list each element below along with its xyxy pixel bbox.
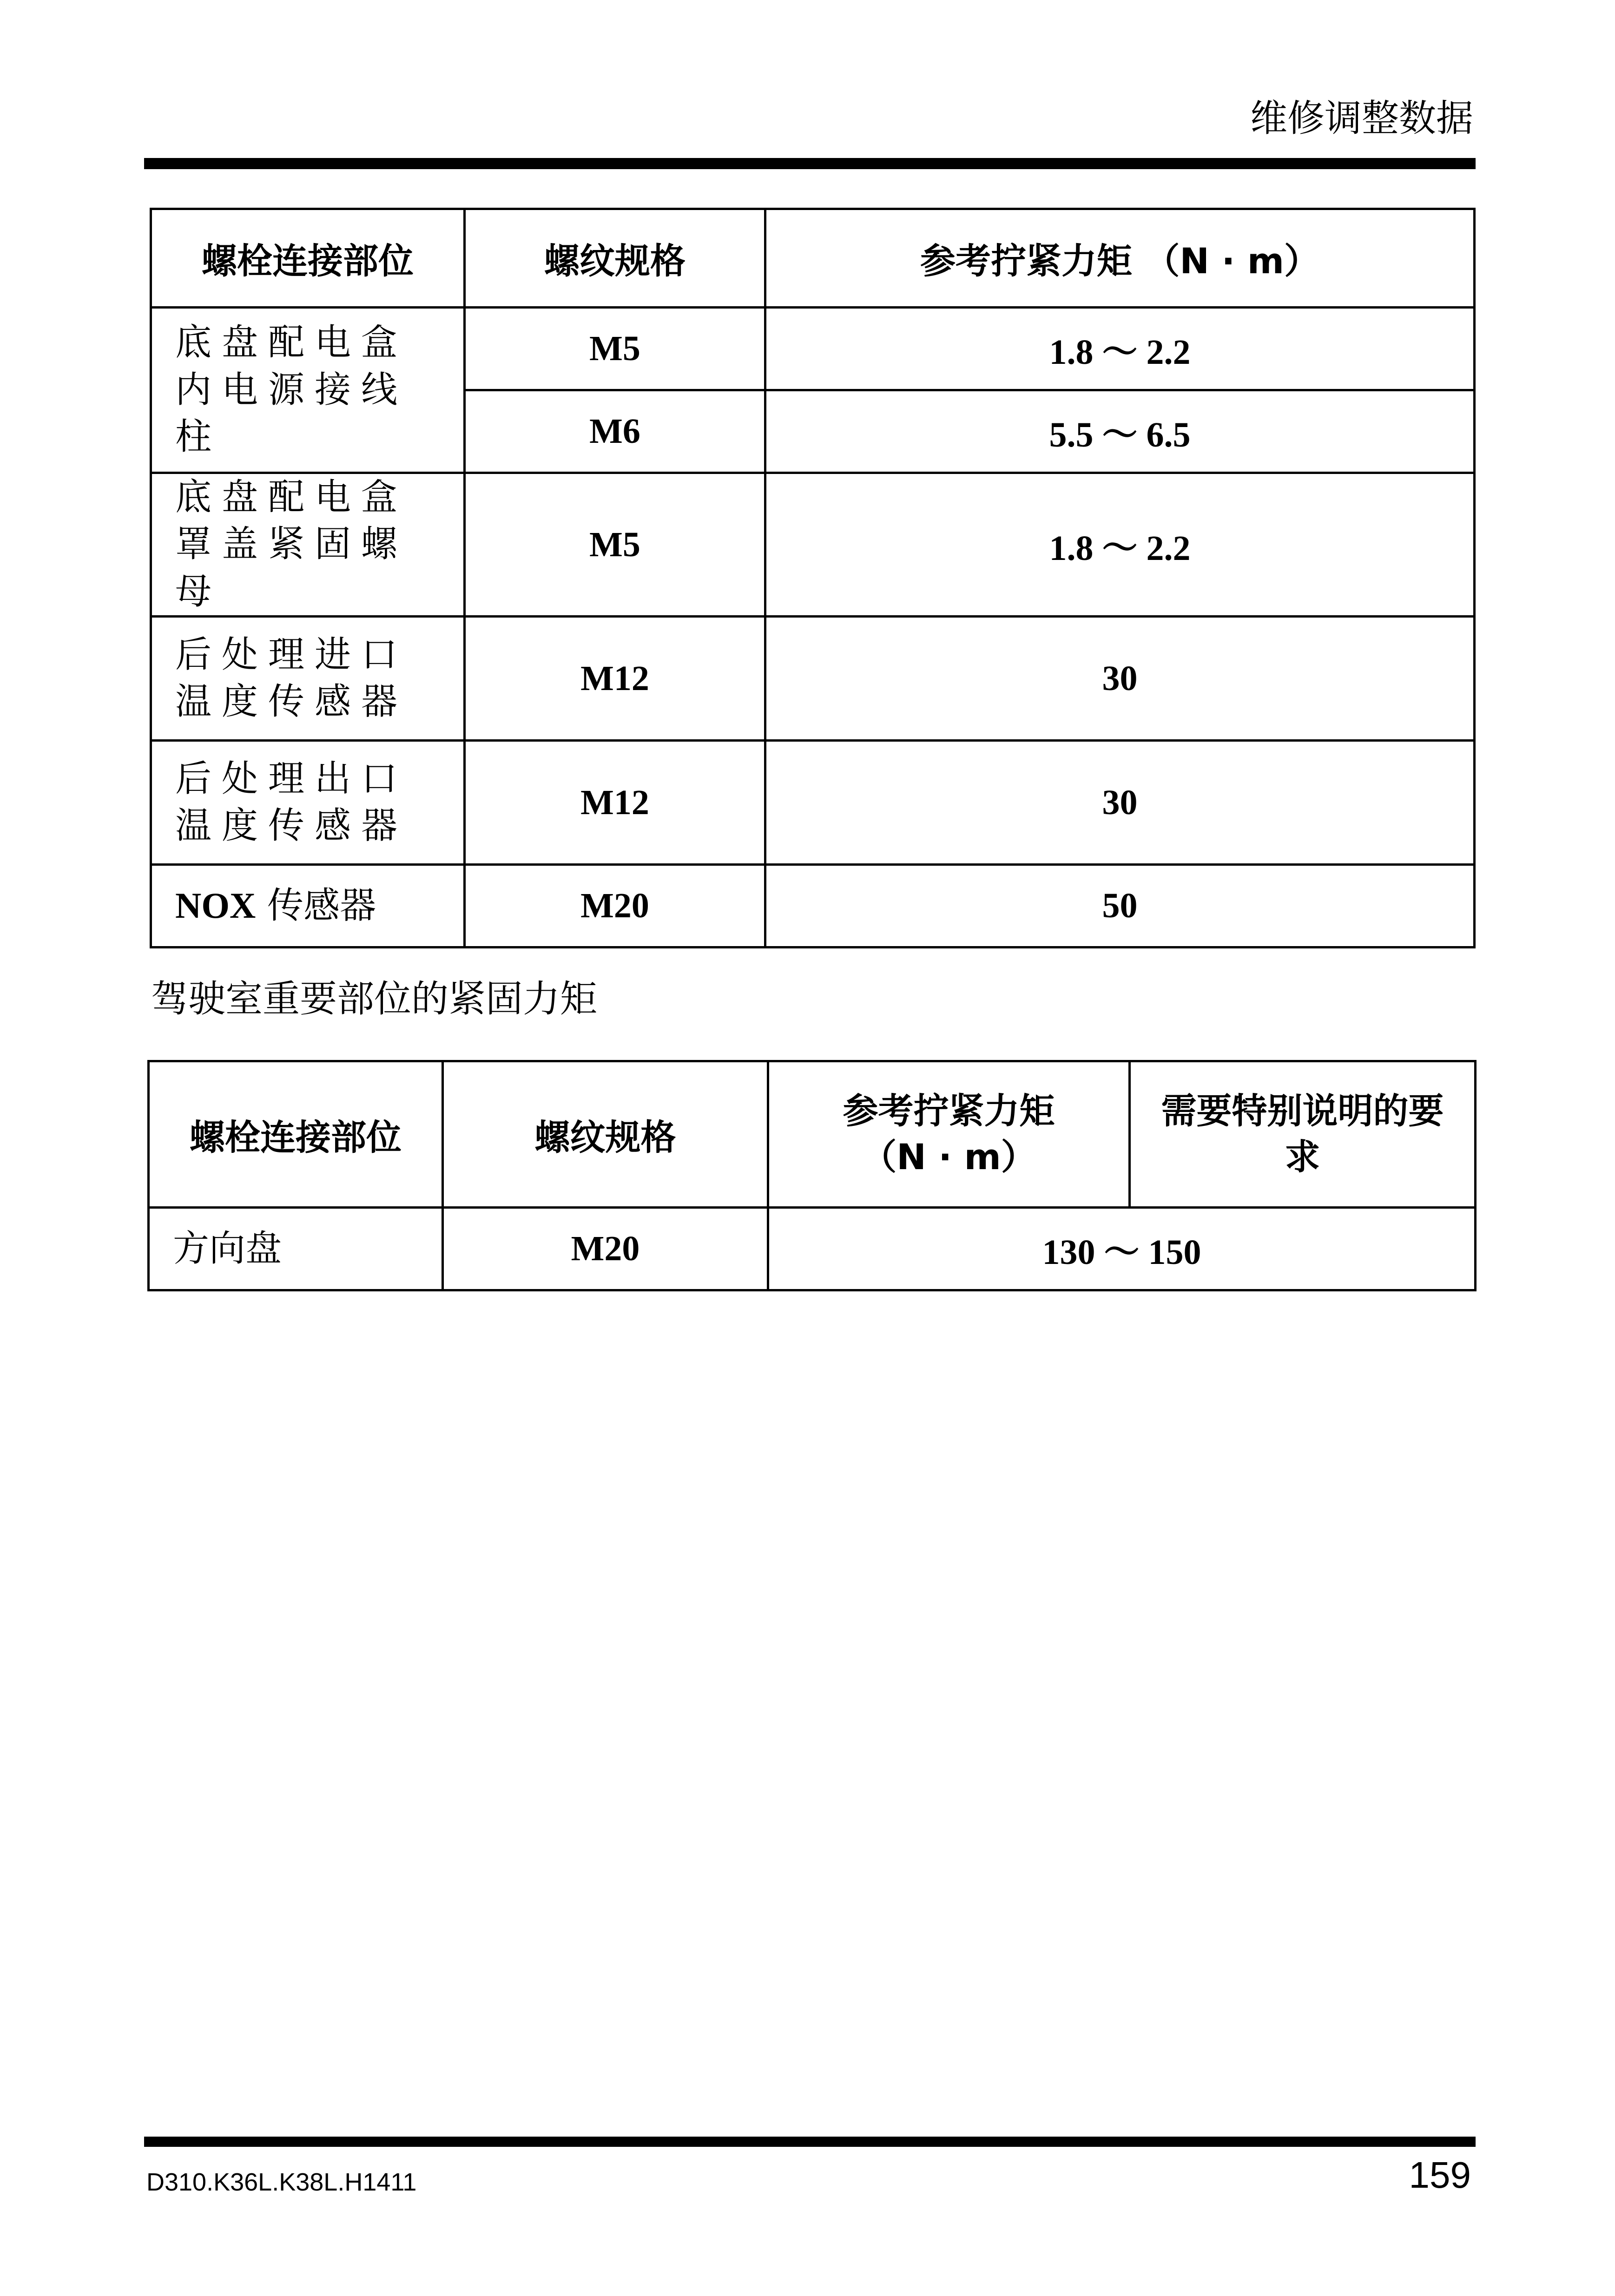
header-title: 维修调整数据 bbox=[1250, 97, 1473, 140]
torque-table-chassis bbox=[150, 208, 1476, 948]
torque-cell: 5.5 ～ 6.5 bbox=[765, 390, 1475, 473]
thread-cell: M20 bbox=[465, 865, 765, 947]
thread-cell: M20 bbox=[443, 1208, 768, 1290]
table-row bbox=[151, 741, 1475, 865]
header-thread: 螺纹规格 bbox=[443, 1061, 768, 1208]
section-title: 驾驶室重要部位的紧固力矩 bbox=[151, 977, 597, 1020]
torque-cell: 50 bbox=[765, 865, 1475, 947]
header-special-requirements: 需要特别说明的要求 bbox=[1130, 1061, 1476, 1208]
torque-table-cab bbox=[147, 1060, 1477, 1291]
table-header-row bbox=[149, 1061, 1476, 1208]
location-cn: 传感器 bbox=[256, 885, 376, 927]
header-torque: 参考拧紧力矩 （N · m） bbox=[765, 209, 1475, 308]
table-row bbox=[151, 865, 1475, 947]
header-rule bbox=[144, 158, 1476, 169]
table-row bbox=[151, 617, 1475, 741]
torque-cell: 1.8 ～ 2.2 bbox=[765, 308, 1475, 390]
thread-cell: M12 bbox=[465, 617, 765, 741]
table-row bbox=[151, 473, 1475, 617]
thread-cell: M6 bbox=[465, 390, 765, 473]
table-row bbox=[149, 1208, 1476, 1290]
location-cell: 底盘配电盒内电源接线柱 bbox=[151, 308, 465, 473]
location-cell: 后处理进口温度传感器 bbox=[151, 617, 465, 741]
location-cell bbox=[151, 865, 465, 947]
thread-cell: M5 bbox=[465, 308, 765, 390]
footer-rule bbox=[144, 2137, 1476, 2147]
header-location: 螺栓连接部位 bbox=[151, 209, 465, 308]
header-torque: 参考拧紧力矩（N · m） bbox=[768, 1061, 1130, 1208]
location-cell: 方向盘 bbox=[149, 1208, 443, 1290]
location-cell: 后处理出口温度传感器 bbox=[151, 741, 465, 865]
header-thread: 螺纹规格 bbox=[465, 209, 765, 308]
table-row bbox=[151, 308, 1475, 390]
thread-cell: M12 bbox=[465, 741, 765, 865]
table-header-row bbox=[151, 209, 1475, 308]
page-number: 159 bbox=[1409, 2154, 1471, 2196]
thread-cell: M5 bbox=[465, 473, 765, 617]
document-code: D310.K36L.K38L.H1411 bbox=[146, 2168, 417, 2196]
torque-cell: 30 bbox=[765, 617, 1475, 741]
header-location: 螺栓连接部位 bbox=[149, 1061, 443, 1208]
torque-cell: 30 bbox=[765, 741, 1475, 865]
location-cell: 底盘配电盒罩盖紧固螺母 bbox=[151, 473, 465, 617]
location-latin: NOX bbox=[175, 885, 256, 926]
torque-cell: 130 ～ 150 bbox=[768, 1208, 1476, 1290]
torque-cell: 1.8 ～ 2.2 bbox=[765, 473, 1475, 617]
